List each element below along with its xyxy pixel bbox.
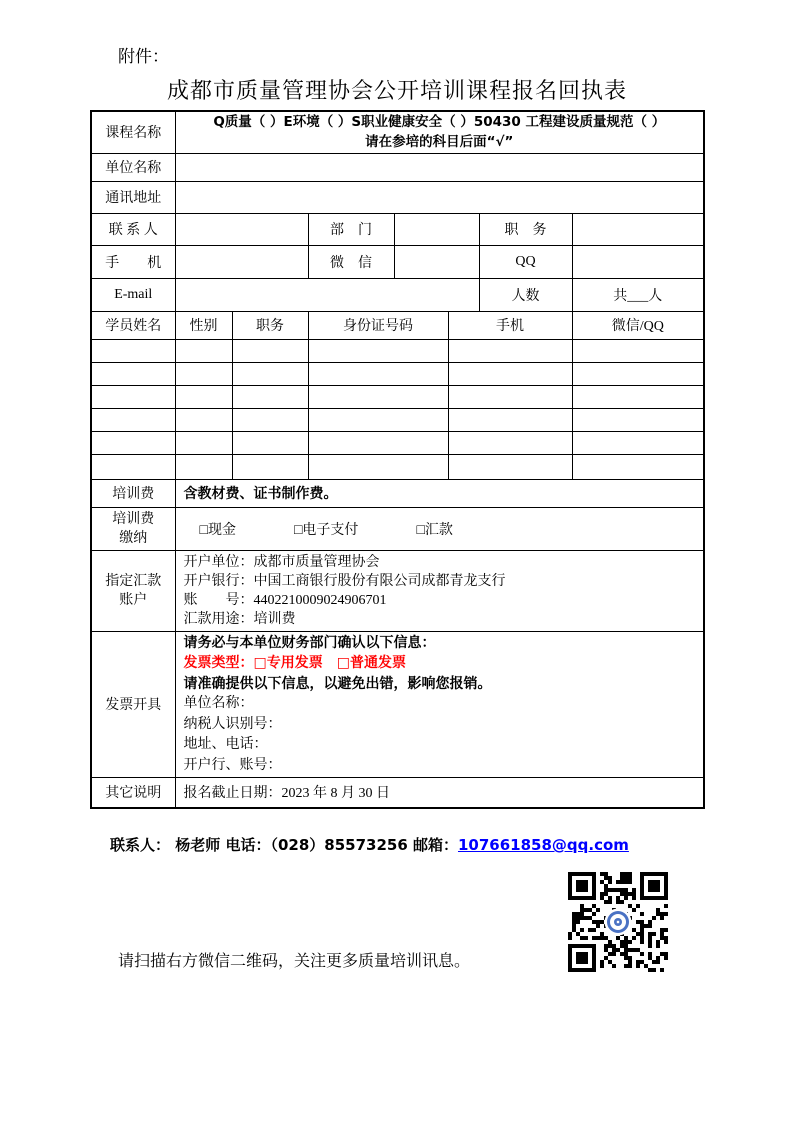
- student-cell: [308, 431, 448, 454]
- student-cell: [448, 454, 572, 479]
- student-cell: [175, 339, 232, 362]
- other-notes-label: 其它说明: [91, 778, 175, 808]
- student-cell: [308, 362, 448, 385]
- student-row: [91, 454, 704, 479]
- invoice-label: 发票开具: [91, 631, 175, 778]
- student-row: [91, 431, 704, 454]
- fee-label: 培训费: [91, 479, 175, 507]
- student-cell: [572, 454, 704, 479]
- department-label: 部 门: [308, 213, 394, 245]
- student-cell: [572, 362, 704, 385]
- student-cell: [232, 408, 308, 431]
- student-header-row: [91, 311, 704, 339]
- contact-row: [91, 213, 704, 245]
- student-cell: [448, 431, 572, 454]
- student-header-name: 学员姓名: [91, 311, 175, 339]
- student-cell: [572, 431, 704, 454]
- address-label: 通讯地址: [91, 181, 175, 213]
- student-cell: [232, 431, 308, 454]
- student-header-title: 职务: [232, 311, 308, 339]
- registration-form-table: [90, 110, 705, 809]
- student-cell: [572, 339, 704, 362]
- invoice-type-options: 发票类型：□专用发票 □普通发票: [183, 655, 406, 671]
- mobile-value-cell: [175, 245, 308, 278]
- email-value-cell: [175, 278, 479, 311]
- footer-contact-text: 联系人： 杨老师 电话：（028）85573256 邮箱：: [110, 836, 458, 854]
- address-row: [91, 181, 704, 213]
- payment-option-epay: □电子支付: [293, 522, 359, 538]
- account-line-number: 账 号：4402210009024906701: [183, 592, 387, 608]
- course-name-label: 课程名称: [91, 111, 175, 153]
- company-name-label: 单位名称: [91, 153, 175, 181]
- student-cell: [448, 408, 572, 431]
- student-cell: [91, 454, 175, 479]
- wechat-value-cell: [394, 245, 479, 278]
- invoice-row: [91, 631, 704, 778]
- invoice-field-address-phone: 地址、电话：: [183, 737, 268, 752]
- payment-row: [91, 507, 704, 550]
- qq-label: QQ: [479, 245, 572, 278]
- student-cell: [175, 385, 232, 408]
- student-cell: [448, 385, 572, 408]
- student-cell: [232, 454, 308, 479]
- wechat-label: 微 信: [308, 245, 394, 278]
- account-line-bank-name: 开户银行：中国工商银行股份有限公司成都青龙支行: [183, 573, 506, 589]
- job-title-value-cell: [572, 213, 704, 245]
- invoice-notice-1: 请务必与本单位财务部门确认以下信息：: [183, 634, 436, 651]
- payment-option-cash: □现金: [199, 522, 236, 538]
- student-row: [91, 339, 704, 362]
- mobile-label: 手 机: [91, 245, 175, 278]
- student-row: [91, 362, 704, 385]
- qr-code-image: [568, 872, 668, 972]
- student-cell: [308, 339, 448, 362]
- invoice-field-bank-account: 开户行、账号：: [183, 757, 282, 773]
- course-check-hint: 请在参培的科目后面“√”: [365, 134, 514, 151]
- student-cell: [308, 385, 448, 408]
- student-cell: [448, 362, 572, 385]
- contact-person-value-cell: [175, 213, 308, 245]
- student-header-wechat-qq: 微信/QQ: [572, 311, 704, 339]
- company-row: [91, 153, 704, 181]
- fee-note: 含教材费、证书制作费。: [175, 479, 704, 507]
- student-cell: [91, 408, 175, 431]
- student-cell: [308, 408, 448, 431]
- other-notes-row: [91, 778, 704, 808]
- student-row: [91, 385, 704, 408]
- payment-options-cell: [175, 507, 704, 550]
- fee-row: [91, 479, 704, 507]
- contact-person-label: 联 系 人: [91, 213, 175, 245]
- remit-account-details: [175, 550, 704, 631]
- student-header-gender: 性别: [175, 311, 232, 339]
- account-line-bank-holder: 开户单位：成都市质量管理协会: [183, 554, 380, 570]
- invoice-field-tax-id: 纳税人识别号：: [183, 716, 282, 732]
- student-cell: [91, 339, 175, 362]
- student-cell: [91, 385, 175, 408]
- wechat-qr-code: [568, 872, 668, 972]
- student-cell: [308, 454, 448, 479]
- course-row: [91, 111, 704, 153]
- job-title-label: 职 务: [479, 213, 572, 245]
- student-cell: [572, 385, 704, 408]
- attachment-label: 附件：: [118, 47, 169, 66]
- email-link[interactable]: 107661858@qq.com: [457, 836, 629, 854]
- department-value-cell: [394, 213, 479, 245]
- people-count-label: 人数: [479, 278, 572, 311]
- student-cell: [232, 385, 308, 408]
- student-cell: [91, 362, 175, 385]
- qr-caption: 请扫描右方微信二维码，关注更多质量培训讯息。: [118, 953, 471, 970]
- payment-label: 培训费 缴纳: [91, 507, 175, 550]
- student-cell: [175, 362, 232, 385]
- phone-row: [91, 245, 704, 278]
- invoice-notice-2: 请准确提供以下信息，以避免出错，影响您报销。: [183, 675, 492, 692]
- course-options-line: Q质量（ ）E环境（ ）S职业健康安全（ ）50430 工程建设质量规范（ ）: [213, 114, 666, 131]
- student-cell: [232, 339, 308, 362]
- student-cell: [91, 431, 175, 454]
- account-row: [91, 550, 704, 631]
- student-header-mobile: 手机: [448, 311, 572, 339]
- student-cell: [448, 339, 572, 362]
- company-name-value-cell: [175, 153, 704, 181]
- email-label: E-mail: [91, 278, 175, 311]
- invoice-details: [175, 631, 704, 778]
- student-cell: [232, 362, 308, 385]
- student-cell: [175, 454, 232, 479]
- account-line-purpose: 汇款用途：培训费: [183, 611, 296, 627]
- people-count-value: 共___人: [572, 278, 704, 311]
- course-name-cell: [175, 111, 704, 153]
- invoice-field-company: 单位名称：: [183, 696, 254, 711]
- student-cell: [175, 408, 232, 431]
- student-cell: [572, 408, 704, 431]
- qq-value-cell: [572, 245, 704, 278]
- deadline-text: 报名截止日期：2023 年 8 月 30 日: [175, 778, 704, 808]
- email-row: [91, 278, 704, 311]
- student-cell: [175, 431, 232, 454]
- student-header-id: 身份证号码: [308, 311, 448, 339]
- page-title: 成都市质量管理协会公开培训课程报名回执表: [166, 78, 627, 103]
- remit-account-label: 指定汇款 账户: [91, 550, 175, 631]
- address-value-cell: [175, 181, 704, 213]
- payment-option-remit: □汇款: [416, 522, 453, 538]
- footer-contact-line: [110, 834, 629, 855]
- student-row: [91, 408, 704, 431]
